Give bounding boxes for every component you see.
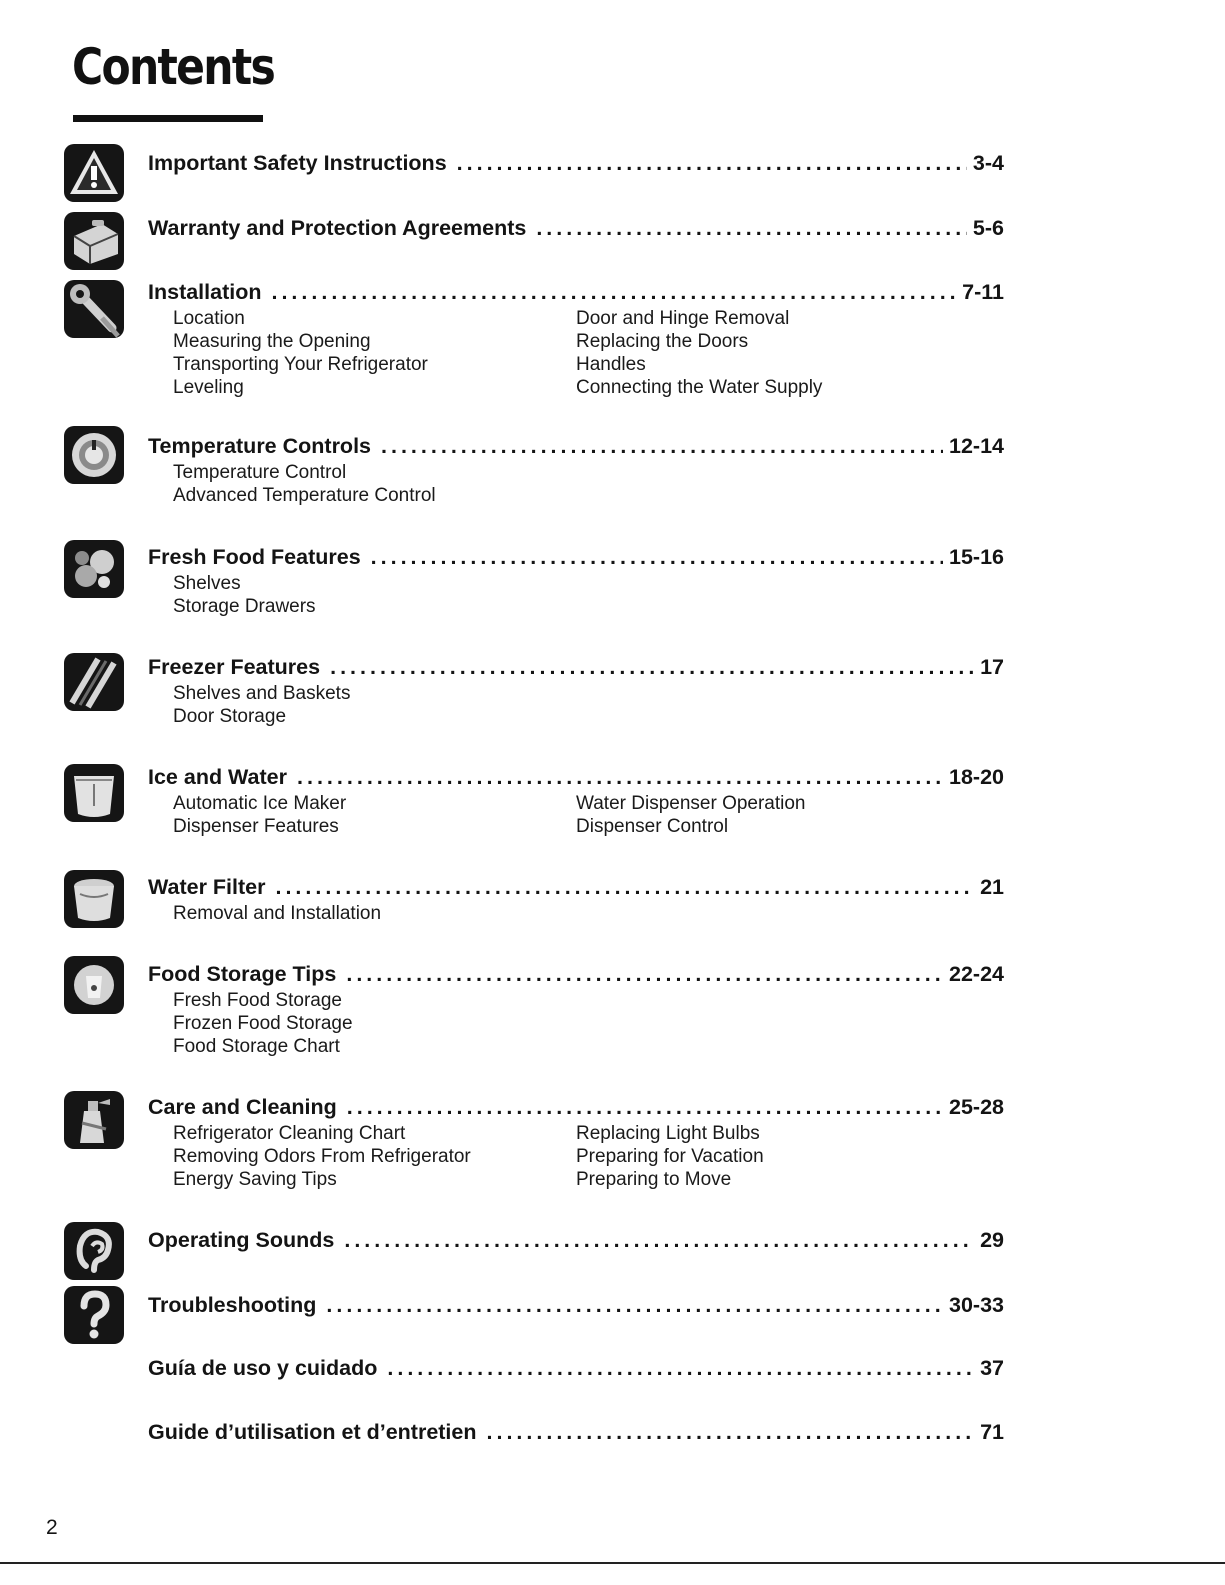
subsection-item: Energy Saving Tips xyxy=(173,1169,337,1190)
toc-heading xyxy=(148,277,1004,307)
subsection-item: Removal and Installation xyxy=(173,903,382,924)
section-page-range: 17 xyxy=(980,655,1004,679)
dot-leader xyxy=(297,762,943,792)
subsection-item: Dispenser Features xyxy=(173,816,339,837)
subsection-item: Dispenser Control xyxy=(576,816,729,837)
toc-heading xyxy=(148,1290,1004,1320)
question-mark-icon xyxy=(58,1284,130,1346)
toc-heading xyxy=(148,872,1004,902)
toc-heading xyxy=(148,1353,1004,1383)
dot-leader xyxy=(346,959,943,989)
subsection-item: Preparing for Vacation xyxy=(576,1146,764,1167)
subsection-item: Handles xyxy=(576,354,646,375)
section-title: Ice and Water xyxy=(148,765,287,789)
section-page-range: 25-28 xyxy=(949,1095,1004,1119)
toc-heading xyxy=(148,148,1004,178)
warning-icon xyxy=(58,142,130,204)
dial-icon xyxy=(58,424,130,486)
subsection-item: Fresh Food Storage xyxy=(173,990,342,1011)
subsection-item: Refrigerator Cleaning Chart xyxy=(173,1123,406,1144)
toc-heading xyxy=(148,1092,1004,1122)
section-title: Water Filter xyxy=(148,875,266,899)
dot-leader xyxy=(381,431,943,461)
bottom-rule xyxy=(0,1562,1225,1564)
section-page-range: 18-20 xyxy=(949,765,1004,789)
produce-icon xyxy=(58,538,130,600)
subsection-item: Door and Hinge Removal xyxy=(576,308,790,329)
toc-heading xyxy=(148,1225,1004,1255)
subsection-column xyxy=(173,792,346,838)
ear-icon xyxy=(58,1220,130,1282)
section-page-range: 12-14 xyxy=(949,434,1004,458)
subsection-item: Shelves xyxy=(173,573,241,594)
section-title: Installation xyxy=(148,280,262,304)
freezer-icon xyxy=(58,651,130,713)
subsection-item: Door Storage xyxy=(173,706,287,727)
subsection-item: Transporting Your Refrigerator xyxy=(173,354,428,375)
section-title: Operating Sounds xyxy=(148,1228,335,1252)
subsection-item: Frozen Food Storage xyxy=(173,1013,353,1034)
toolbox-icon xyxy=(58,210,130,272)
subsection-item: Storage Drawers xyxy=(173,596,316,617)
toc-heading xyxy=(148,213,1004,243)
subsection-item: Leveling xyxy=(173,377,244,398)
toc-heading xyxy=(148,652,1004,682)
section-page-range: 21 xyxy=(980,875,1004,899)
subsection-item: Food Storage Chart xyxy=(173,1036,340,1057)
subsection-item: Replacing Light Bulbs xyxy=(576,1123,760,1144)
section-title: Food Storage Tips xyxy=(148,962,337,986)
subsection-column xyxy=(173,307,428,399)
section-page-range: 22-24 xyxy=(949,962,1004,986)
subsection-item: Connecting the Water Supply xyxy=(576,377,823,398)
subsection-item: Removing Odors From Refrigerator xyxy=(173,1146,471,1167)
wrench-icon xyxy=(58,278,130,340)
subsection-item: Shelves and Baskets xyxy=(173,683,351,704)
section-title: Freezer Features xyxy=(148,655,321,679)
section-page-range: 71 xyxy=(980,1420,1004,1444)
toc-heading xyxy=(148,959,1004,989)
subsection-item: Preparing to Move xyxy=(576,1169,732,1190)
subsection-column xyxy=(173,902,381,925)
water-filter-icon xyxy=(58,868,130,930)
subsection-column xyxy=(173,682,350,728)
section-page-range: 37 xyxy=(980,1356,1004,1380)
food-storage-icon xyxy=(58,954,130,1016)
section-title: Care and Cleaning xyxy=(148,1095,337,1119)
section-page-range: 3-4 xyxy=(972,151,1004,175)
toc-heading xyxy=(148,1417,1004,1447)
subsection-column xyxy=(576,1122,764,1191)
section-page-range: 7-11 xyxy=(962,280,1004,304)
section-title: Troubleshooting xyxy=(148,1293,317,1317)
page-title: Contents xyxy=(72,38,275,96)
toc-heading xyxy=(148,542,1004,572)
section-title: Guide d’utilisation et d’entretien xyxy=(148,1420,477,1444)
section-page-range: 15-16 xyxy=(949,545,1004,569)
toc-heading xyxy=(148,762,1004,792)
section-page-range: 30-33 xyxy=(949,1293,1004,1317)
section-title: Warranty and Protection Agreements xyxy=(148,216,527,240)
subsection-item: Location xyxy=(173,308,245,329)
dot-leader xyxy=(326,1290,943,1320)
dot-leader xyxy=(536,213,967,243)
spray-bottle-icon xyxy=(58,1089,130,1151)
subsection-item: Temperature Control xyxy=(173,462,347,483)
dot-leader xyxy=(371,542,943,572)
section-title: Fresh Food Features xyxy=(148,545,361,569)
subsection-column xyxy=(173,461,436,507)
subsection-column xyxy=(576,792,806,838)
dot-leader xyxy=(347,1092,943,1122)
toc-heading xyxy=(148,431,1004,461)
subsection-column xyxy=(173,989,353,1058)
dot-leader xyxy=(330,652,974,682)
subsection-column xyxy=(173,1122,471,1191)
dot-leader xyxy=(271,277,956,307)
dot-leader xyxy=(487,1417,975,1447)
subsection-item: Measuring the Opening xyxy=(173,331,371,352)
subsection-column xyxy=(576,307,822,399)
ice-bin-icon xyxy=(58,762,130,824)
dot-leader xyxy=(387,1353,974,1383)
dot-leader xyxy=(344,1225,974,1255)
subsection-column xyxy=(173,572,316,618)
page-number: 2 xyxy=(46,1516,58,1539)
section-title: Temperature Controls xyxy=(148,434,371,458)
title-underline xyxy=(73,115,263,122)
subsection-item: Advanced Temperature Control xyxy=(173,485,436,506)
subsection-item: Water Dispenser Operation xyxy=(576,793,806,814)
section-page-range: 29 xyxy=(980,1228,1004,1252)
section-title: Important Safety Instructions xyxy=(148,151,447,175)
section-title: Guía de uso y cuidado xyxy=(148,1356,378,1380)
dot-leader xyxy=(275,872,974,902)
subsection-item: Automatic Ice Maker xyxy=(173,793,347,814)
dot-leader xyxy=(457,148,967,178)
section-page-range: 5-6 xyxy=(972,216,1004,240)
subsection-item: Replacing the Doors xyxy=(576,331,749,352)
